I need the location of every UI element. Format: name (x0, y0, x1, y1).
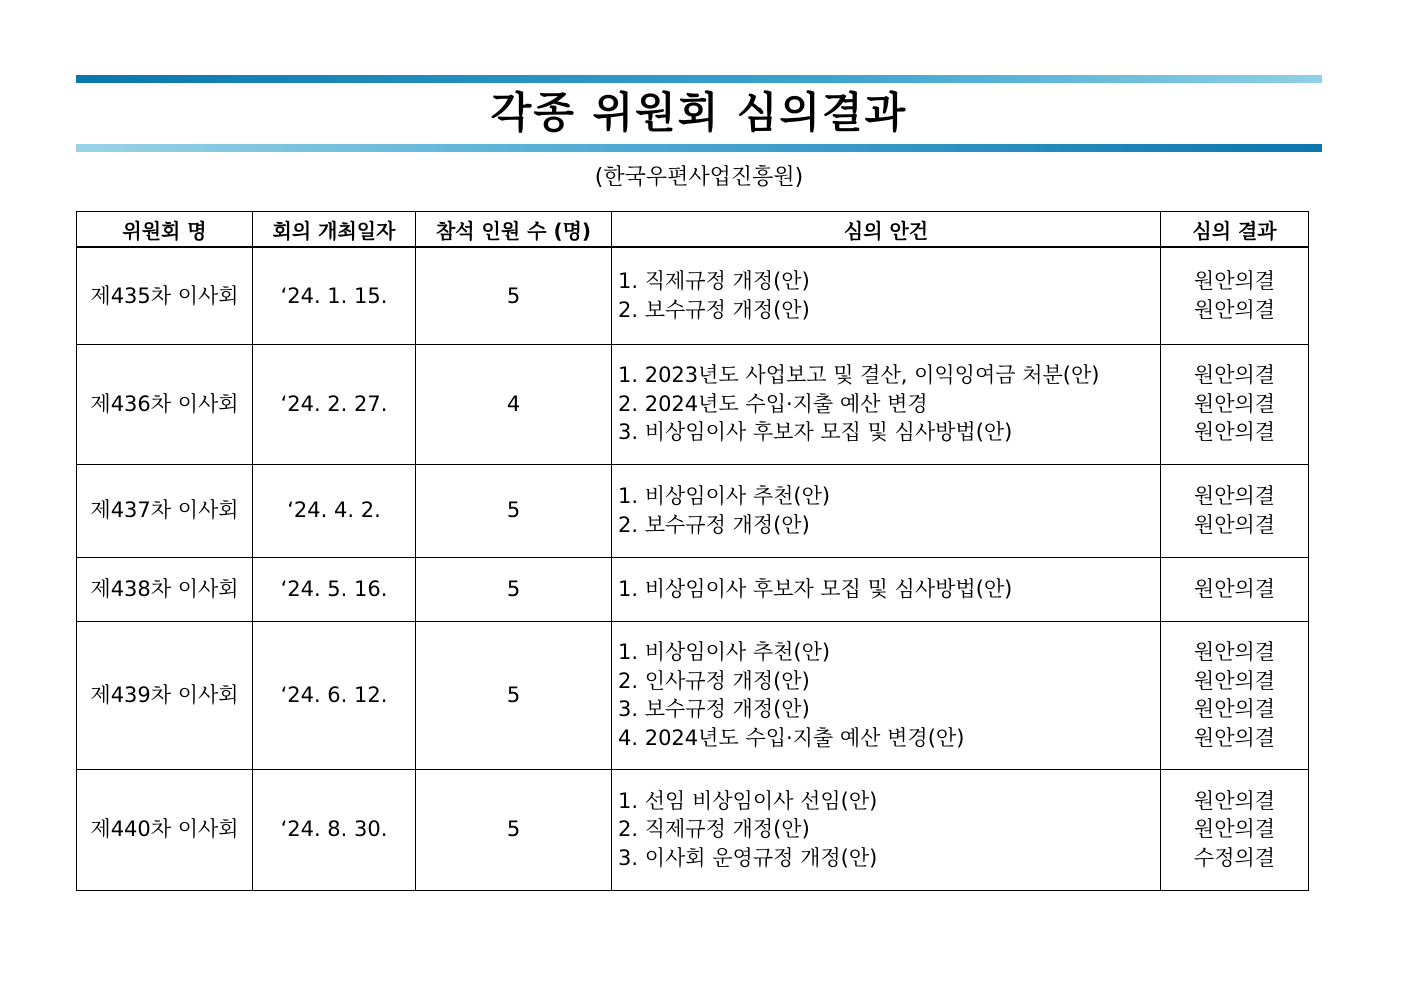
attendee-count: 5 (416, 247, 612, 344)
result-cell (1161, 344, 1309, 464)
agenda-item: 1. 선임 비상임이사 선임(안) (618, 788, 878, 813)
result-item: 원안의결 (1193, 817, 1276, 842)
committee-name: 제436차 이사회 (77, 344, 253, 464)
result-item: 수정의결 (1193, 845, 1276, 870)
result-cell (1161, 557, 1309, 621)
attendee-count: 5 (416, 621, 612, 769)
attendee-count: 5 (416, 557, 612, 621)
result-item: 원안의결 (1193, 576, 1276, 601)
result-cell (1161, 464, 1309, 557)
result-item: 원안의결 (1193, 725, 1276, 750)
table-row (77, 621, 1309, 769)
meeting-date: ‘24. 8. 30. (253, 769, 416, 890)
table-row (77, 247, 1309, 344)
result-item: 원안의결 (1193, 512, 1276, 537)
agenda-item: 2. 보수규정 개정(안) (618, 297, 810, 322)
committee-results-table (76, 211, 1309, 891)
page-title: 각종 위원회 심의결과 (490, 88, 908, 137)
agenda-item: 2. 직제규정 개정(안) (618, 817, 810, 842)
result-item: 원안의결 (1193, 420, 1276, 445)
agenda-item: 2. 2024년도 수입·지출 예산 변경 (618, 391, 928, 416)
organization-subtitle: (한국우편사업진흥원) (594, 165, 804, 190)
agenda-cell (612, 557, 1161, 621)
result-item: 원안의결 (1193, 668, 1276, 693)
result-item: 원안의결 (1193, 697, 1276, 721)
attendee-count: 4 (416, 344, 612, 464)
meeting-date: ‘24. 2. 27. (253, 344, 416, 464)
attendee-count: 5 (416, 464, 612, 557)
result-cell (1161, 621, 1309, 769)
header-date: 회의 개최일자 (253, 212, 416, 248)
agenda-item: 1. 비상임이사 추천(안) (618, 640, 831, 664)
agenda-item: 3. 이사회 운영규정 개정(안) (618, 845, 878, 870)
agenda-cell (612, 464, 1161, 557)
agenda-item: 1. 직제규정 개정(안) (618, 269, 810, 294)
meeting-date: ‘24. 6. 12. (253, 621, 416, 769)
result-item: 원안의결 (1193, 297, 1276, 322)
table-row (77, 769, 1309, 890)
header-result: 심의 결과 (1161, 212, 1309, 248)
agenda-cell (612, 247, 1161, 344)
attendee-count: 5 (416, 769, 612, 890)
header-agenda: 심의 안건 (612, 212, 1161, 248)
agenda-item: 2. 보수규정 개정(안) (618, 512, 810, 537)
committee-name: 제435차 이사회 (77, 247, 253, 344)
committee-name: 제437차 이사회 (77, 464, 253, 557)
table-row (77, 464, 1309, 557)
agenda-item: 3. 비상임이사 후보자 모집 및 심사방법(안) (618, 420, 1013, 445)
agenda-item: 3. 보수규정 개정(안) (618, 697, 810, 721)
result-cell (1161, 247, 1309, 344)
agenda-cell (612, 344, 1161, 464)
result-item: 원안의결 (1193, 363, 1276, 388)
agenda-item: 4. 2024년도 수입·지출 예산 변경(안) (618, 725, 965, 750)
committee-name: 제439차 이사회 (77, 621, 253, 769)
table-header-row (77, 212, 1309, 248)
meeting-date: ‘24. 4. 2. (253, 464, 416, 557)
result-item: 원안의결 (1193, 640, 1276, 664)
header-attendees: 참석 인원 수 (명) (416, 212, 612, 248)
agenda-cell (612, 621, 1161, 769)
title-top-bar (76, 75, 1322, 83)
header-committee: 위원회 명 (77, 212, 253, 248)
committee-name: 제438차 이사회 (77, 557, 253, 621)
result-item: 원안의결 (1193, 269, 1276, 294)
meeting-date: ‘24. 5. 16. (253, 557, 416, 621)
agenda-item: 1. 비상임이사 후보자 모집 및 심사방법(안) (618, 576, 1013, 601)
title-bottom-bar (76, 144, 1322, 152)
agenda-item: 1. 2023년도 사업보고 및 결산, 이익잉여금 처분(안) (618, 363, 1100, 388)
result-item: 원안의결 (1193, 484, 1276, 508)
agenda-cell (612, 769, 1161, 890)
agenda-item: 2. 인사규정 개정(안) (618, 668, 810, 693)
result-cell (1161, 769, 1309, 890)
meeting-date: ‘24. 1. 15. (253, 247, 416, 344)
committee-name: 제440차 이사회 (77, 769, 253, 890)
table-row (77, 557, 1309, 621)
agenda-item: 1. 비상임이사 추천(안) (618, 484, 831, 508)
result-item: 원안의결 (1193, 788, 1276, 813)
table-row (77, 344, 1309, 464)
result-item: 원안의결 (1193, 391, 1276, 416)
